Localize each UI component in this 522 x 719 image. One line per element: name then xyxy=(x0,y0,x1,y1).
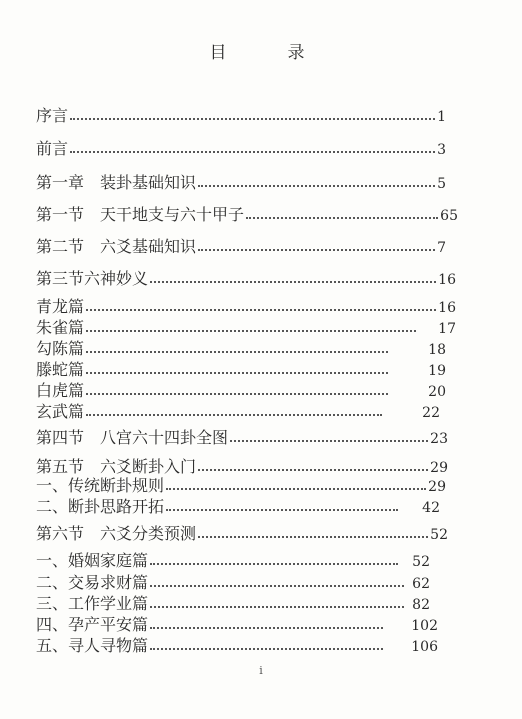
toc-page-number: 29 xyxy=(430,460,448,476)
toc-label: 第二节 六爻基础知识 xyxy=(36,237,197,256)
toc-entry-qinglong xyxy=(36,294,456,316)
toc-page-number: 42 xyxy=(422,500,440,516)
toc-label: 一、传统断卦规则 xyxy=(36,476,165,495)
toc-dot-leader xyxy=(150,627,383,629)
toc-entry-section-6 xyxy=(36,521,448,543)
toc-page-number: 52 xyxy=(430,527,448,543)
toc-label: 第一节 天干地支与六十甲子 xyxy=(36,205,245,224)
toc-label: 第三节六神妙义 xyxy=(36,269,149,288)
toc-entry-section-1 xyxy=(36,202,458,224)
toc-label: 白虎篇 xyxy=(36,381,85,400)
toc-dot-leader xyxy=(86,351,388,353)
toc-label: 第五节 六爻断卦入门 xyxy=(36,457,197,476)
toc-label: 二、断卦思路开拓 xyxy=(36,497,165,516)
toc-dot-leader xyxy=(86,393,388,395)
toc-page-number: 82 xyxy=(412,597,430,613)
toc-page-number: 106 xyxy=(411,639,438,655)
toc-entry-thinking-expansion xyxy=(36,494,440,516)
toc-dot-leader xyxy=(86,309,436,311)
toc-label: 第一章 装卦基础知识 xyxy=(36,173,197,192)
toc-label: 第四节 八宫六十四卦全图 xyxy=(36,428,229,447)
toc-dot-leader xyxy=(150,648,383,650)
toc-entry-zhuque xyxy=(36,315,456,337)
toc-label: 青龙篇 xyxy=(36,297,85,316)
toc-dot-leader xyxy=(86,372,388,374)
toc-page-number: 65 xyxy=(440,208,458,224)
toc-label: 勾陈篇 xyxy=(36,339,85,358)
toc-entry-section-2 xyxy=(36,234,446,256)
toc-dot-leader xyxy=(70,118,435,120)
toc-page-number: 16 xyxy=(438,300,456,316)
toc-entry-marriage-family xyxy=(36,548,430,570)
toc-entry-tengshe xyxy=(36,357,446,379)
toc-entry-trade-wealth xyxy=(36,570,430,592)
toc-label: 一、婚姻家庭篇 xyxy=(36,551,149,570)
toc-page-number: 18 xyxy=(428,342,446,358)
toc-label: 朱雀篇 xyxy=(36,318,85,337)
toc-dot-leader xyxy=(150,563,398,565)
toc-page-number: 29 xyxy=(428,479,446,495)
toc-page-number: 5 xyxy=(437,176,446,192)
toc-entry-find-people-things xyxy=(36,633,438,655)
toc-label: 四、孕产平安篇 xyxy=(36,615,149,634)
toc-page-number: 62 xyxy=(412,576,430,592)
toc-label: 第六节 六爻分类预测 xyxy=(36,524,197,543)
toc-label: 五、寻人寻物篇 xyxy=(36,636,149,655)
toc-entry-xuanwu xyxy=(36,399,440,421)
toc-entry-foreword xyxy=(36,136,446,158)
toc-page-number: 3 xyxy=(437,142,446,158)
page-title: 目 录 xyxy=(209,43,327,63)
toc-entry-section-4 xyxy=(36,425,448,447)
toc-page-number: 1 xyxy=(437,109,446,125)
toc-dot-leader xyxy=(86,414,382,416)
toc-dot-leader xyxy=(86,330,416,332)
toc-entry-baihu xyxy=(36,378,446,400)
toc-page-number: 52 xyxy=(412,554,430,570)
toc-entry-section-3 xyxy=(36,266,456,288)
toc-entry-preface xyxy=(36,103,446,125)
toc-page-number: 17 xyxy=(438,321,456,337)
toc-entry-pregnancy-safety xyxy=(36,612,438,634)
toc-dot-leader xyxy=(150,281,436,283)
toc-dot-leader xyxy=(230,440,428,442)
toc-entry-traditional-rules xyxy=(36,473,446,495)
toc-entry-work-study xyxy=(36,591,430,613)
toc-label: 玄武篇 xyxy=(36,402,85,421)
toc-dot-leader xyxy=(198,249,435,251)
toc-label: 三、工作学业篇 xyxy=(36,594,149,613)
toc-dot-leader xyxy=(246,217,438,219)
toc-entry-gouchen xyxy=(36,336,446,358)
toc-page-number: 20 xyxy=(428,384,446,400)
toc-dot-leader xyxy=(150,585,404,587)
toc-page-number: 23 xyxy=(430,431,448,447)
toc-dot-leader xyxy=(166,488,426,490)
toc-page-number: 22 xyxy=(422,405,440,421)
page-number: i xyxy=(259,664,263,677)
toc-page-number: 102 xyxy=(411,618,438,634)
toc-dot-leader xyxy=(166,509,398,511)
toc-label: 前言 xyxy=(36,139,69,158)
toc-dot-leader xyxy=(198,185,435,187)
toc-label: 二、交易求财篇 xyxy=(36,573,149,592)
toc-dot-leader xyxy=(198,536,428,538)
toc-dot-leader xyxy=(198,469,428,471)
toc-label: 序言 xyxy=(36,106,69,125)
toc-entry-chapter-1 xyxy=(36,170,446,192)
toc-dot-leader xyxy=(150,606,404,608)
toc-page-number: 19 xyxy=(428,363,446,379)
toc-page-number: 7 xyxy=(437,240,446,256)
toc-page-number: 16 xyxy=(438,272,456,288)
toc-label: 滕蛇篇 xyxy=(36,360,85,379)
toc-dot-leader xyxy=(70,151,435,153)
